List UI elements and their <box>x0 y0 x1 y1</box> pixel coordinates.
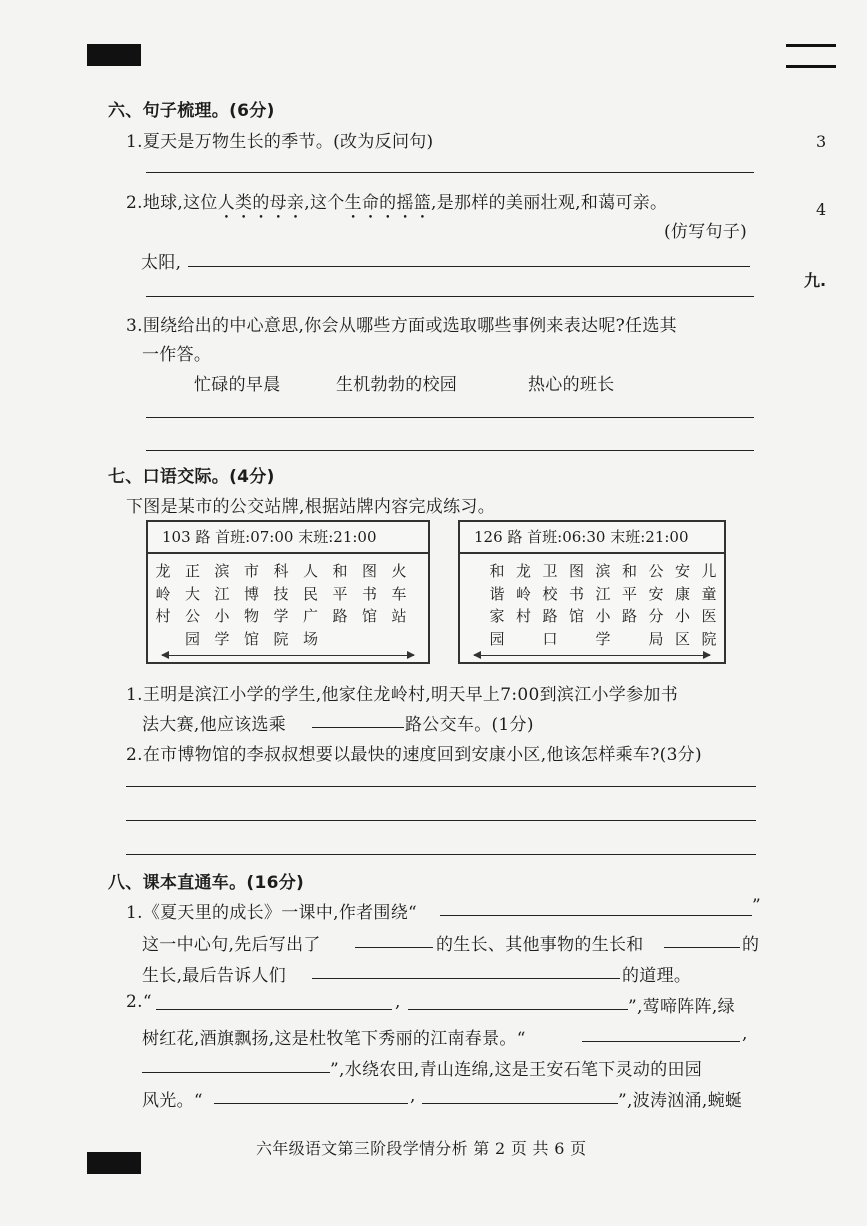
bus-stop: 和 平 路 <box>332 562 348 625</box>
blank[interactable] <box>422 1103 618 1104</box>
blank-bus-number[interactable] <box>312 727 404 728</box>
question-8-2-text: ”,波涛汹涌,蜿蜒 <box>618 1091 743 1111</box>
option-3: 热心的班长 <box>528 375 615 395</box>
bus-stop: 市 博 物 馆 <box>243 562 259 648</box>
bus-stop: 人 民 广 场 <box>302 562 318 648</box>
quote-mark: ” <box>752 896 761 916</box>
emphasis-dots: 生命的摇篮 <box>344 193 432 213</box>
question-8-2: 2.“ <box>126 992 152 1012</box>
question-6-2-lead: 太阳, <box>141 253 182 273</box>
question-6-2-note: (仿写句子) <box>664 222 748 242</box>
question-6-3: 3.围绕给出的中心意思,你会从哪些方面或选取哪些事例来表达呢?任选其 <box>126 316 677 336</box>
question-6-1: 1.夏天是万物生长的季节。(改为反问句) <box>126 132 434 152</box>
margin-number: 3 <box>816 132 827 151</box>
blank[interactable] <box>440 915 752 916</box>
bus-stop: 公 安 分 局 <box>648 562 664 648</box>
bus-stop: 火 车 站 <box>391 562 407 625</box>
bus-stop: 龙 岭 村 <box>155 562 171 625</box>
bus-stop: 和 谐 家 园 <box>489 562 505 648</box>
bus-stop: 和 平 路 <box>621 562 637 625</box>
answer-line[interactable] <box>146 172 754 173</box>
direction-arrow <box>162 655 414 656</box>
answer-line[interactable] <box>126 786 756 787</box>
bus-stop: 儿 童 医 院 <box>701 562 717 648</box>
question-8-1-text: 生长,最后告诉人们 <box>142 966 287 986</box>
registration-mark <box>87 1152 141 1174</box>
question-6-2: 2.地球,这位人类的母亲,这个生命的摇篮,是那样的美丽壮观,和蔼可亲。 <box>126 193 668 213</box>
question-8-1-text: 的道理。 <box>622 966 692 986</box>
blank[interactable] <box>142 1072 330 1073</box>
margin-section-label: 九. <box>804 271 827 290</box>
bus-stop: 图 书 馆 <box>361 562 377 625</box>
board-header: 126 路 首班:06:30 末班:21:00 <box>460 522 724 554</box>
bus-stop: 滨 江 小 学 <box>214 562 230 648</box>
blank[interactable] <box>664 947 740 948</box>
answer-line[interactable] <box>146 296 754 297</box>
question-7-1: 1.王明是滨江小学的学生,他家住龙岭村,明天早上7:00到滨江小学参加书 <box>126 685 679 705</box>
section-7-intro: 下图是某市的公交站牌,根据站牌内容完成练习。 <box>126 497 496 517</box>
question-8-2-text: 树红花,酒旗飘扬,这是杜牧笔下秀丽的江南春景。“ <box>142 1029 526 1049</box>
blank[interactable] <box>408 1009 628 1010</box>
section-7-title: 七、口语交际。(4分) <box>108 467 275 487</box>
section-8-title: 八、课本直通车。(16分) <box>108 873 305 893</box>
question-8-1-text: 这一中心句,先后写出了 <box>142 935 321 955</box>
answer-line[interactable] <box>188 266 750 267</box>
bus-stop: 龙 岭 村 <box>515 562 531 625</box>
bus-stop-board-103 <box>146 520 430 664</box>
answer-line[interactable] <box>126 854 756 855</box>
page-footer: 六年级语文第三阶段学情分析 第 2 页 共 6 页 <box>256 1139 587 1158</box>
comma: , <box>395 992 401 1012</box>
question-8-2-text: 风光。“ <box>142 1091 203 1111</box>
question-8-1-text: 的生长、其他事物的生长和 <box>436 935 644 955</box>
registration-mark <box>87 44 141 66</box>
direction-arrow <box>474 655 710 656</box>
question-8-2-text: ”,莺啼阵阵,绿 <box>628 997 735 1017</box>
question-7-1-tail: 路公交车。(1分) <box>405 715 534 735</box>
bus-stop: 科 技 学 院 <box>273 562 289 648</box>
blank[interactable] <box>582 1041 740 1042</box>
answer-line[interactable] <box>146 450 754 451</box>
bus-stop: 安 康 小 区 <box>674 562 690 648</box>
question-8-1: 1.《夏天里的成长》一课中,作者围绕“ <box>126 903 418 923</box>
question-6-3-cont: 一作答。 <box>142 345 212 365</box>
bus-stop: 图 书 馆 <box>568 562 584 625</box>
question-7-1-cont: 法大赛,他应该选乘 <box>142 715 287 735</box>
blank[interactable] <box>214 1103 408 1104</box>
option-1: 忙碌的早晨 <box>194 375 281 395</box>
margin-number: 4 <box>816 200 827 219</box>
bus-stop: 正 大 公 园 <box>184 562 200 648</box>
answer-line[interactable] <box>146 417 754 418</box>
question-8-2-text: ”,水绕农田,青山连绵,这是王安石笔下灵动的田园 <box>330 1060 703 1080</box>
comma: , <box>742 1024 748 1044</box>
blank[interactable] <box>312 978 620 979</box>
bus-stop-board-126 <box>458 520 726 664</box>
blank[interactable] <box>355 947 433 948</box>
section-6-title: 六、句子梳理。(6分) <box>108 101 275 121</box>
emphasis-dots: 人类的母亲 <box>217 193 305 213</box>
registration-mark <box>786 44 836 68</box>
answer-line[interactable] <box>126 820 756 821</box>
board-header: 103 路 首班:07:00 末班:21:00 <box>148 522 428 554</box>
comma: , <box>410 1086 416 1106</box>
blank[interactable] <box>156 1009 392 1010</box>
question-7-2: 2.在市博物馆的李叔叔想要以最快的速度回到安康小区,他该怎样乘车?(3分) <box>126 745 702 765</box>
bus-stop: 卫 校 路 口 <box>542 562 558 648</box>
bus-stop: 滨 江 小 学 <box>595 562 611 648</box>
option-2: 生机勃勃的校园 <box>336 375 458 395</box>
question-8-1-text: 的 <box>742 935 760 955</box>
